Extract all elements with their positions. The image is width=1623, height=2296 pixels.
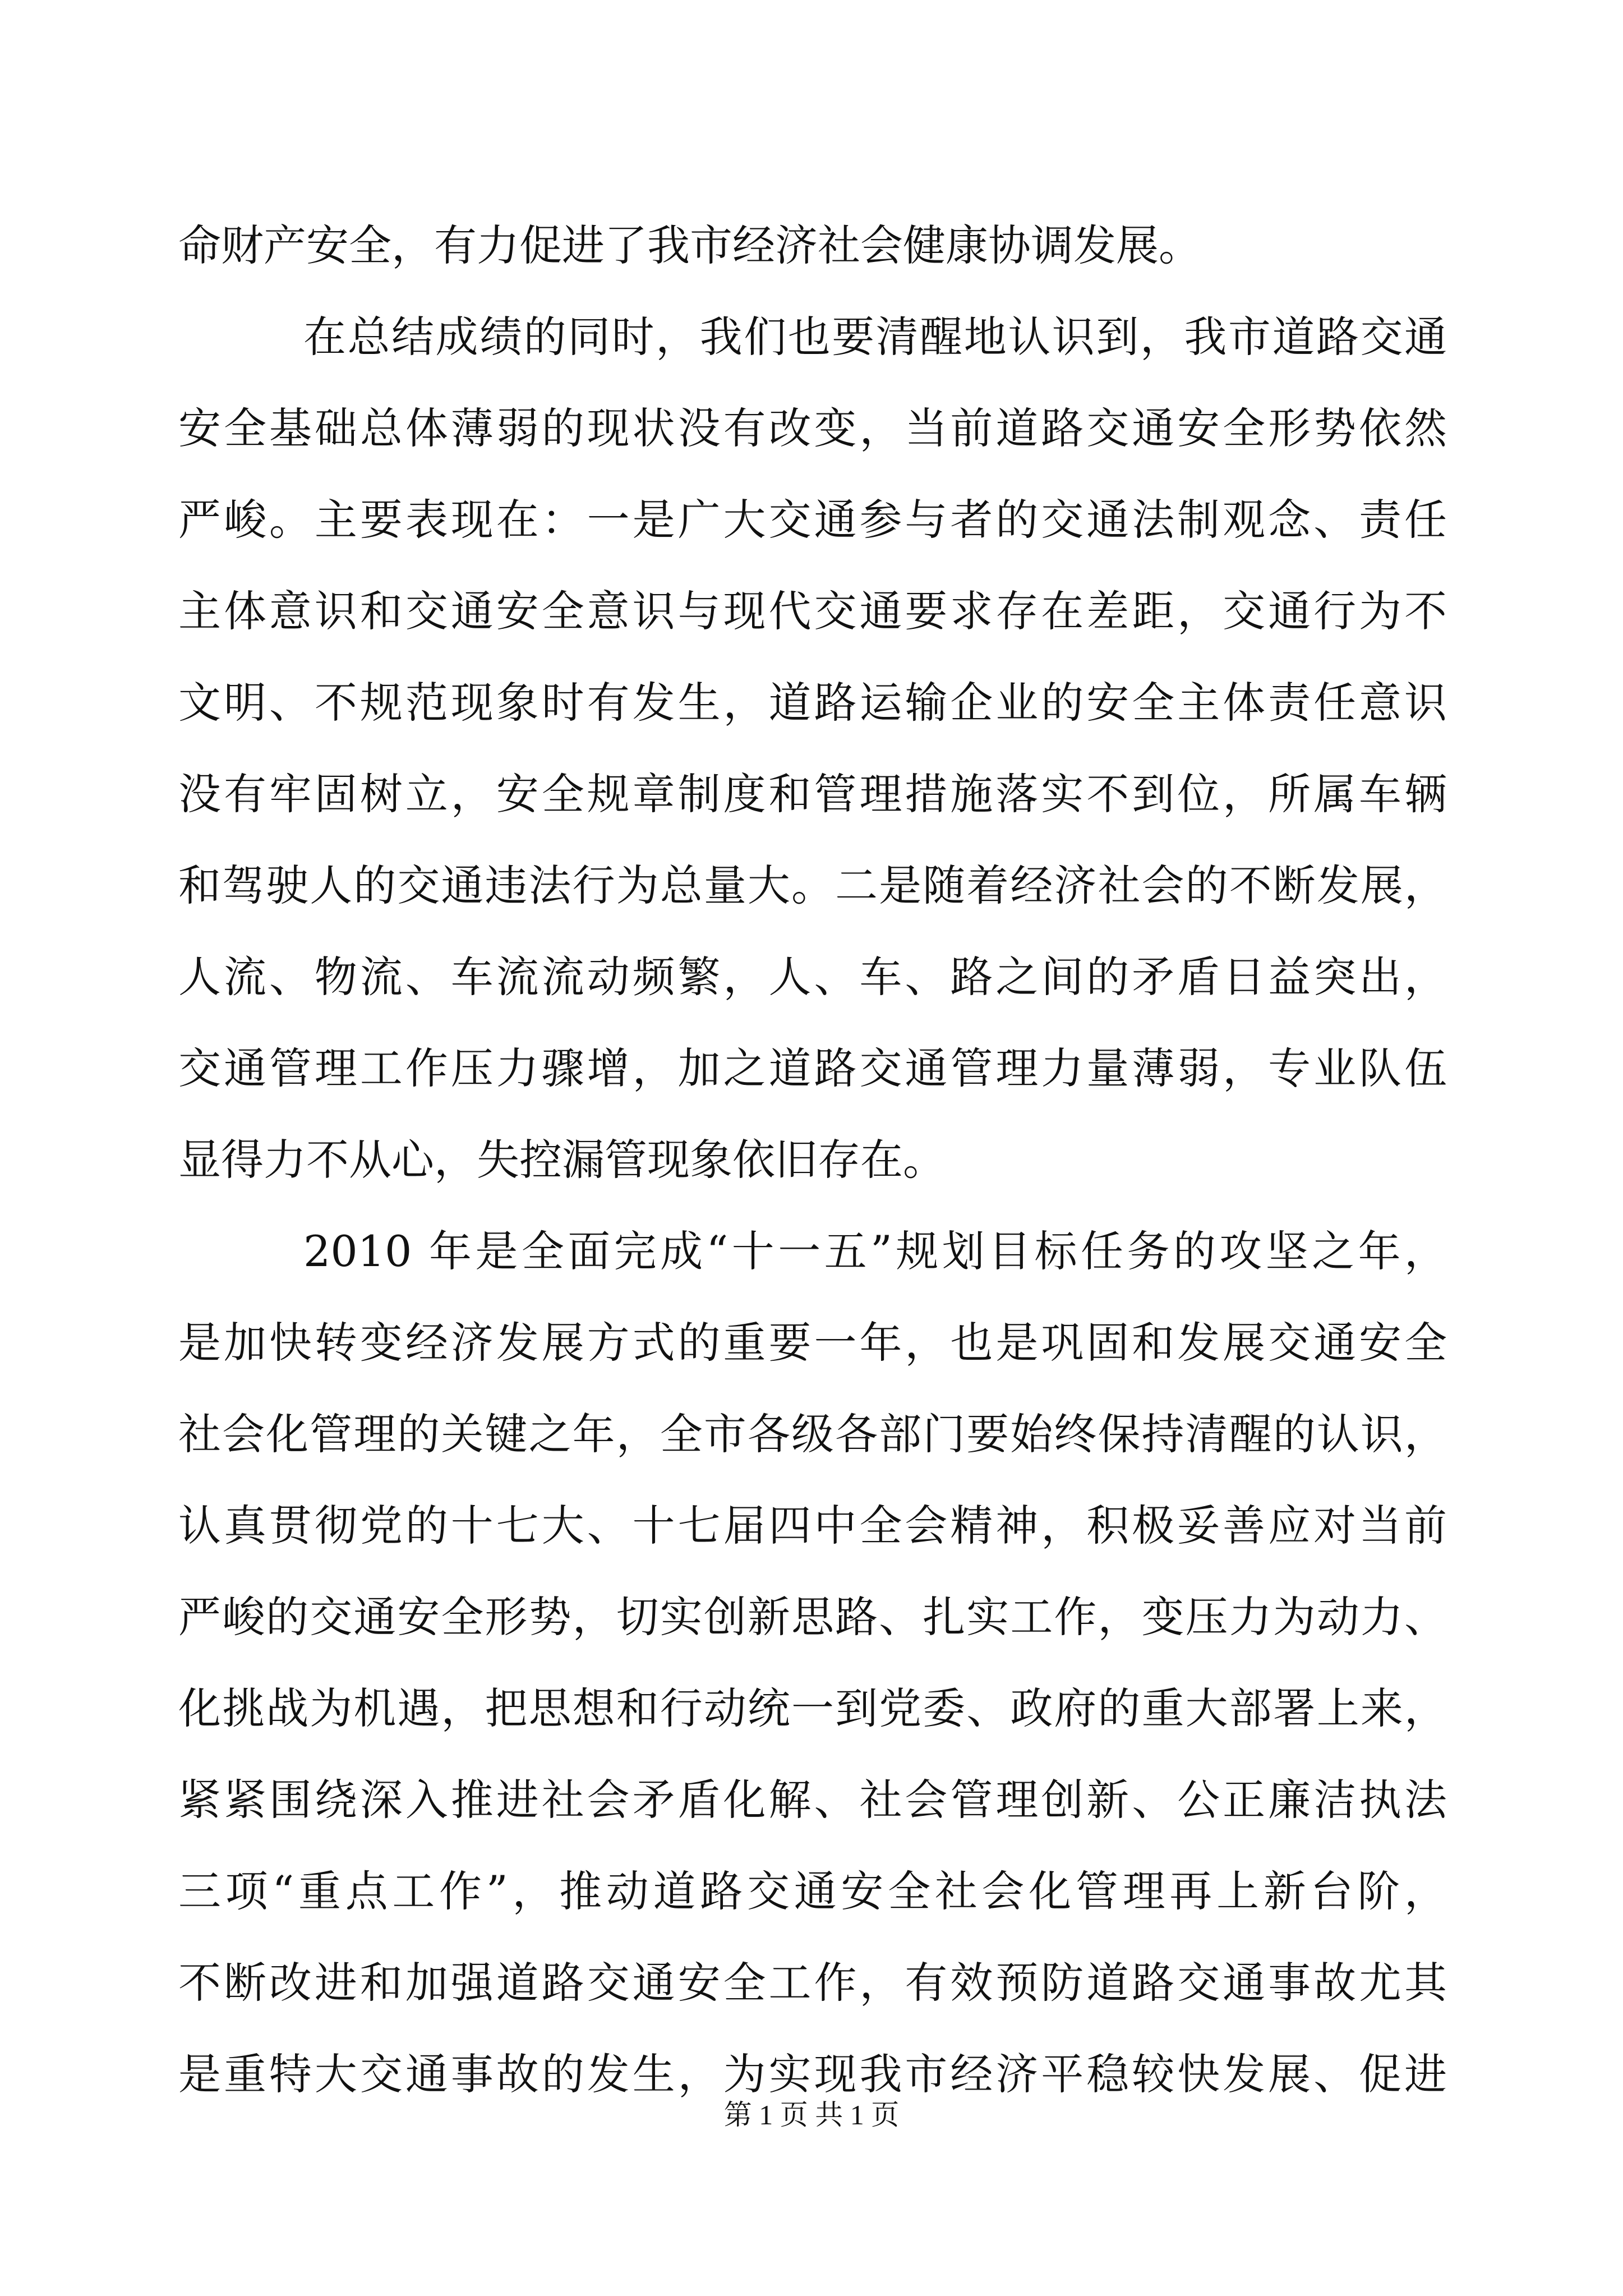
body-text-line: 人流、物流、车流流动频繁，人、车、路之间的矛盾日益突出， [178, 952, 1447, 1002]
body-text-line: 命财产安全，有力促进了我市经济社会健康协调发展。 [178, 220, 1201, 270]
page-number-footer: 第 1 页 共 1 页 [723, 2099, 900, 2131]
body-text-line: 没有牢固树立，安全规章制度和管理措施落实不到位，所属车辆 [178, 769, 1447, 819]
body-text-line: 紧紧围绕深入推进社会矛盾化解、社会管理创新、公正廉洁执法 [178, 1775, 1447, 1825]
body-text-line: 严峻。主要表现在：一是广大交通参与者的交通法制观念、责任 [178, 495, 1447, 545]
body-text-line: 和驾驶人的交通违法行为总量大。二是随着经济社会的不断发展， [178, 861, 1447, 910]
body-text-line: 是重特大交通事故的发生，为实现我市经济平稳较快发展、促进 [178, 2049, 1447, 2099]
body-text-line: 安全基础总体薄弱的现状没有改变，当前道路交通安全形势依然 [178, 403, 1447, 453]
body-text-line: 显得力不从心，失控漏管现象依旧存在。 [178, 1135, 946, 1185]
body-text-line: 社会化管理的关键之年，全市各级各部门要始终保持清醒的认识， [178, 1409, 1447, 1459]
body-text-line: 化挑战为机遇，把思想和行动统一到党委、政府的重大部署上来， [178, 1683, 1447, 1733]
paragraph-first-line: 2010 年是全面完成“十一五”规划目标任务的攻坚之年， [303, 1226, 1447, 1276]
body-text-line: 三项“重点工作”，推动道路交通安全社会化管理再上新台阶， [178, 1866, 1447, 1916]
paragraph-first-line: 在总结成绩的同时，我们也要清醒地认识到，我市道路交通 [303, 312, 1447, 362]
body-text-line: 认真贯彻党的十七大、十七届四中全会精神，积极妥善应对当前 [178, 1501, 1447, 1550]
body-text-line: 主体意识和交通安全意识与现代交通要求存在差距，交通行为不 [178, 586, 1447, 636]
body-text-line: 文明、不规范现象时有发生，道路运输企业的安全主体责任意识 [178, 678, 1447, 728]
body-text-line: 严峻的交通安全形势，切实创新思路、扎实工作，变压力为动力、 [178, 1592, 1447, 1642]
body-text-line: 不断改进和加强道路交通安全工作，有效预防道路交通事故尤其 [178, 1958, 1447, 2008]
body-text-line: 是加快转变经济发展方式的重要一年，也是巩固和发展交通安全 [178, 1318, 1447, 1368]
body-text-line: 交通管理工作压力骤增，加之道路交通管理力量薄弱，专业队伍 [178, 1043, 1447, 1093]
